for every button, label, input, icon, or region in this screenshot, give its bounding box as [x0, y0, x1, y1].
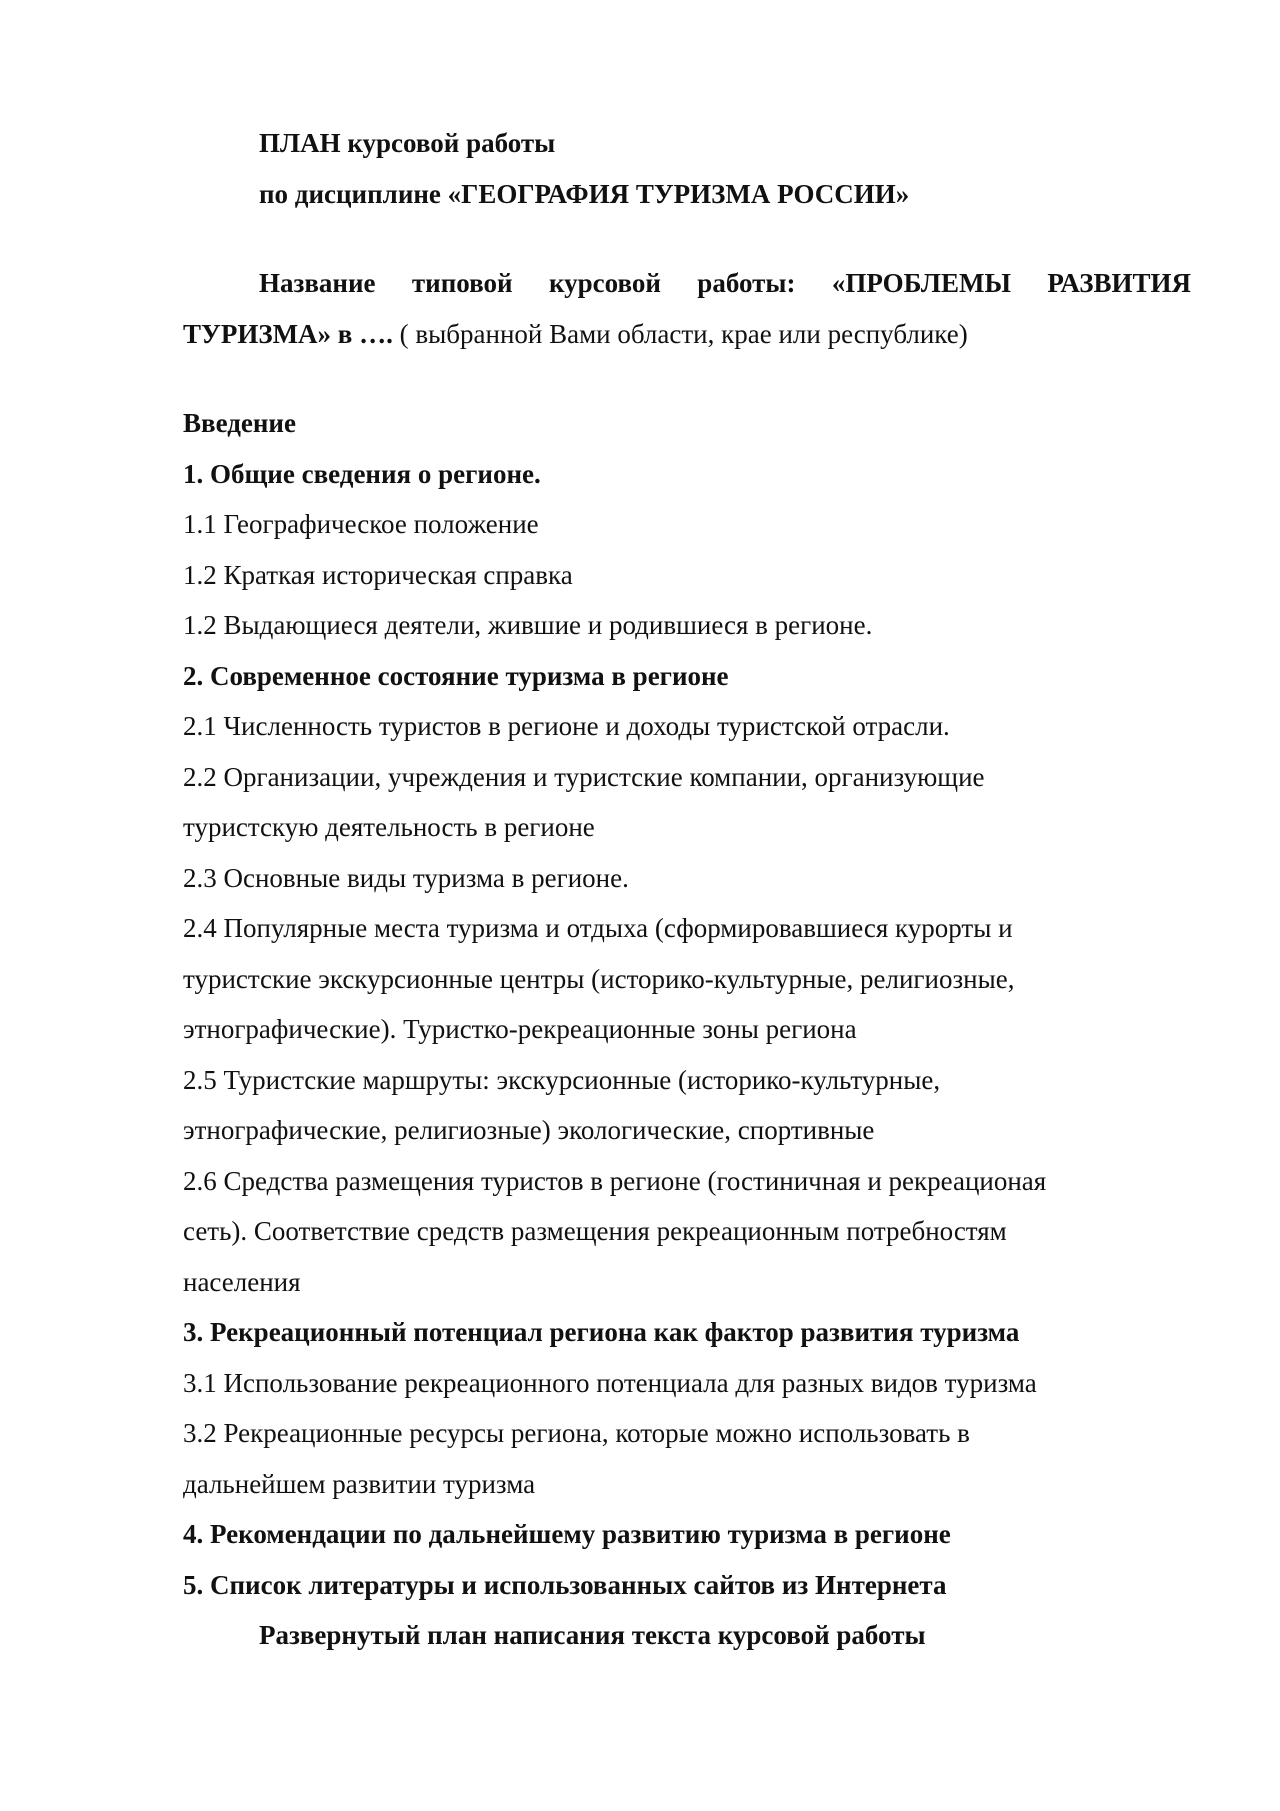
course-title-line-2 [183, 309, 1191, 360]
item-2-6-line-1: 2.6 Средства размещения туристов в регионе (гостиничная и рекреационая [183, 1165, 1047, 1196]
section-4-heading: 4. Рекомендации по дальнейшему развитию туризма в регионе [183, 1519, 951, 1549]
item-2-2-line-1: 2.2 Организации, учреждения и туристские компании, организующие [183, 761, 985, 792]
detailed-plan-heading: Развернутый план написания текста курсовой работы [259, 1620, 926, 1650]
section-2-heading: 2. Современное состояние туризма в регионе [183, 660, 729, 691]
course-title-bold-part: ТУРИЗМА» в …. [183, 318, 393, 349]
item-2-3: 2.3 Основные виды туризма в регионе. [183, 862, 629, 893]
item-1-1: 1.1 Географическое положение [183, 509, 539, 539]
discipline-line: по дисциплине «ГЕОГРАФИЯ ТУРИЗМА РОССИИ» [259, 178, 910, 209]
plan-intro: Введение [183, 408, 296, 438]
item-2-2-line-2: туристскую деятельность в регионе [183, 812, 595, 842]
course-title-line-1: Название типовой курсовой работы: «ПРОБЛЕМЫ РАЗВИТИЯ [259, 268, 1191, 298]
section-1-heading: 1. Общие сведения о регионе. [183, 458, 541, 489]
spacer [183, 219, 1191, 258]
item-2-6-line-3: населения [183, 1266, 301, 1297]
page-title: ПЛАН курсовой работы [259, 128, 556, 158]
item-2-4-line-2: туристские экскурсионные центры (историко-культурные, религиозные, [183, 963, 1015, 994]
item-3-2-line-1: 3.2 Рекреационные ресурсы региона, которые можно использовать в [183, 1418, 970, 1448]
item-3-2-line-2: дальнейшем развитии туризма [183, 1468, 536, 1499]
item-1-3: 1.2 Выдающиеся деятели, жившие и родившиеся в регионе. [183, 610, 873, 640]
item-2-1: 2.1 Численность туристов в регионе и доходы туристской отрасли. [183, 711, 950, 741]
spacer [183, 359, 1191, 398]
item-1-2: 1.2 Краткая историческая справка [183, 559, 573, 590]
item-2-4-line-3: этнографические). Туристко-рекреационные зоны региона [183, 1014, 857, 1044]
item-2-5-line-2: этнографические, религиозные) экологические, спортивные [183, 1115, 875, 1145]
section-5-heading: 5. Список литературы и использованных сайтов из Интернета [183, 1569, 947, 1600]
course-title-note: ( выбранной Вами области, крае или республике) [392, 318, 968, 349]
item-2-6-line-2: сеть). Соответствие средств размещения рекреационным потребностям [183, 1216, 1007, 1246]
item-2-4-line-1: 2.4 Популярные места туризма и отдыха (сформировавшиеся курорты и [183, 913, 1013, 943]
item-2-5-line-1: 2.5 Туристские маршруты: экскурсионные (историко-культурные, [183, 1064, 941, 1095]
item-3-1: 3.1 Использование рекреационного потенциала для разных видов туризма [183, 1367, 1037, 1398]
document-content [183, 118, 1191, 1661]
section-3-heading: 3. Рекреационный потенциал региона как фактор развития туризма [183, 1317, 1020, 1347]
